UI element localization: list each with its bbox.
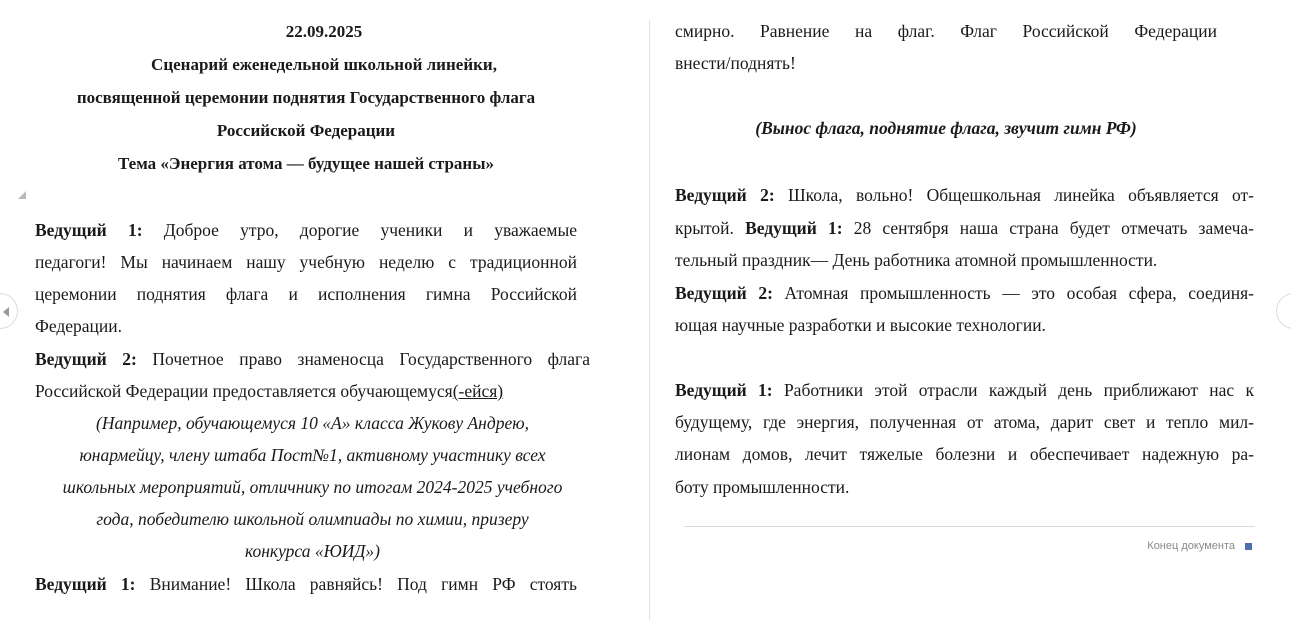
speech-text: Школа, вольно! Общешкольная линейка объявляется от- bbox=[787, 185, 1254, 205]
speech-text: Внимание! Школа равняйсь! Под гимн РФ стоять bbox=[149, 574, 577, 594]
paragraph-line bbox=[675, 380, 1254, 400]
end-of-document-rule bbox=[684, 526, 1255, 527]
example-note-line: конкурса «ЮИД») bbox=[244, 541, 381, 561]
speaker-label: Ведущий 1: bbox=[35, 574, 136, 594]
paragraph-line: ющая научные разработки и высокие технологии. bbox=[675, 315, 1046, 335]
document-title-line-1: Сценарий еженедельной школьной линейки, bbox=[151, 55, 497, 74]
paragraph-line bbox=[35, 381, 503, 401]
speech-text: Работники этой отрасли каждый день приближают нас к bbox=[783, 380, 1254, 400]
document-theme: Тема «Энергия атома — будущее нашей страны» bbox=[117, 154, 494, 173]
gender-suffix: (-ейся) bbox=[452, 381, 504, 401]
example-note-line: школьных мероприятий, отличнику по итогам 2024-2025 учебного bbox=[62, 477, 563, 497]
paragraph-line bbox=[35, 349, 590, 369]
page-divider bbox=[649, 20, 650, 620]
stage-direction: (Вынос флага, поднятие флага, звучит гимн РФ) bbox=[755, 118, 1137, 138]
paragraph-line: церемонии поднятия флага и исполнения гимна Российской bbox=[35, 284, 577, 304]
paragraph-line bbox=[675, 185, 1254, 205]
speaker-label: Ведущий 2: bbox=[675, 185, 775, 205]
paragraph-line bbox=[675, 283, 1254, 303]
speech-text: Доброе утро, дорогие ученики и уважаемые bbox=[163, 220, 577, 240]
paragraph-line bbox=[35, 574, 577, 594]
paragraph-line: Федерации. bbox=[35, 316, 123, 336]
example-note-line: юнармейцу, члену штаба Пост№1, активному участнику всех bbox=[79, 445, 546, 465]
paragraph-line: тельный праздник— День работника атомной промышленности. bbox=[675, 250, 1158, 270]
end-of-document-square-icon bbox=[1245, 543, 1252, 550]
document-title-line-2: посвященной церемонии поднятия Государственного флага bbox=[76, 88, 536, 107]
paragraph-line: будущему, где энергия, полученная от атома, дарит свет и тепло мил- bbox=[675, 412, 1254, 432]
paragraph-line: педагоги! Мы начинаем нашу учебную неделю с традиционной bbox=[35, 252, 577, 272]
speech-text: крытой. bbox=[675, 218, 734, 238]
example-note-line: (Например, обучающемуся 10 «А» класса Жукову Андрею, bbox=[96, 413, 529, 433]
document-date: 22.09.2025 bbox=[285, 22, 363, 41]
speaker-label: Ведущий 1: bbox=[675, 380, 773, 400]
paragraph-line: смирно. Равнение на флаг. Флаг Российской Федерации bbox=[675, 21, 1217, 41]
speaker-label: Ведущий 1: bbox=[35, 220, 143, 240]
paragraph-line bbox=[35, 220, 577, 240]
document-title-line-3: Российской Федерации bbox=[216, 121, 396, 140]
paragraph-line: лионам домов, лечит тяжелые болезни и обеспечивает надежную ра- bbox=[675, 444, 1254, 464]
speaker-label: Ведущий 1: bbox=[745, 218, 843, 238]
paragraph-corner-mark bbox=[18, 191, 26, 199]
example-note-line: года, победителю школьной олимпиады по химии, призеру bbox=[96, 509, 529, 529]
paragraph-line: внести/поднять! bbox=[675, 53, 796, 73]
paragraph-line: боту промышленности. bbox=[675, 477, 850, 497]
speaker-label: Ведущий 2: bbox=[675, 283, 773, 303]
speech-text: Атомная промышленность — это особая сфера, соединя- bbox=[784, 283, 1255, 303]
paragraph-line bbox=[675, 218, 1254, 238]
speaker-label: Ведущий 2: bbox=[35, 349, 137, 369]
end-of-document-label: Конец документа bbox=[1147, 540, 1235, 552]
speech-text: 28 сентября наша страна будет отмечать замеча- bbox=[853, 218, 1255, 238]
speech-text: Российской Федерации предоставляется обучающемуся bbox=[35, 381, 453, 401]
right-page bbox=[651, 0, 1291, 620]
speech-text: Почетное право знаменосца Государственного флага bbox=[152, 349, 590, 369]
